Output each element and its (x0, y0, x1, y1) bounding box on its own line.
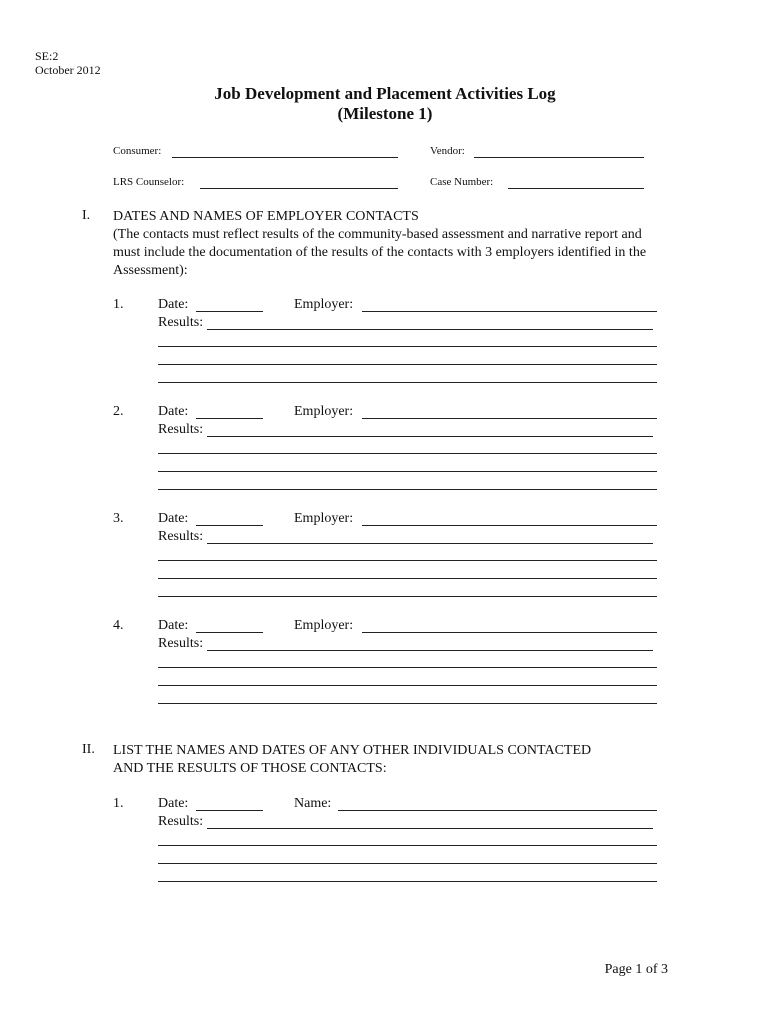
date-label: Date: (158, 404, 189, 419)
results-field[interactable] (207, 329, 653, 330)
page-subtitle: (Milestone 1) (337, 104, 433, 123)
results-line[interactable] (158, 881, 657, 882)
results-line[interactable] (158, 703, 657, 704)
consumer-label: Consumer: (113, 145, 162, 157)
employer-field[interactable] (362, 632, 657, 633)
date-field[interactable] (196, 632, 263, 633)
employer-field[interactable] (362, 311, 657, 312)
results-line[interactable] (158, 863, 657, 864)
name-label: Name: (294, 796, 332, 811)
case-number-field[interactable] (508, 188, 644, 189)
results-line[interactable] (158, 489, 657, 490)
entry-number: 3. (113, 511, 124, 526)
employer-field[interactable] (362, 418, 657, 419)
date-label: Date: (158, 297, 189, 312)
results-line[interactable] (158, 453, 657, 454)
results-label: Results: (158, 422, 204, 437)
results-line[interactable] (158, 578, 657, 579)
name-field[interactable] (338, 810, 657, 811)
consumer-field[interactable] (172, 157, 398, 158)
employer-label: Employer: (294, 404, 354, 419)
results-line[interactable] (158, 560, 657, 561)
entry-number: 4. (113, 618, 124, 633)
results-label: Results: (158, 814, 204, 829)
results-line[interactable] (158, 667, 657, 668)
section2-numeral: II. (82, 742, 95, 757)
results-line[interactable] (158, 471, 657, 472)
section1-instructions: (The contacts must reflect results of the community-based assessment and narrative report and must include the documentation of the results of the contacts with 3 employers identified in the Assessment): (113, 227, 647, 278)
employer-field[interactable] (362, 525, 657, 526)
date-field[interactable] (196, 810, 263, 811)
date-field[interactable] (196, 311, 263, 312)
date-label: Date: (158, 511, 189, 526)
entry-number: 1. (113, 796, 124, 811)
case-number-label: Case Number: (430, 176, 494, 188)
results-line[interactable] (158, 845, 657, 846)
date-field[interactable] (196, 418, 263, 419)
results-field[interactable] (207, 828, 653, 829)
date-field[interactable] (196, 525, 263, 526)
page-title: Job Development and Placement Activities Log (214, 84, 556, 103)
results-label: Results: (158, 636, 204, 651)
results-line[interactable] (158, 346, 657, 347)
employer-label: Employer: (294, 511, 354, 526)
counselor-label: LRS Counselor: (113, 176, 185, 188)
results-field[interactable] (207, 650, 653, 651)
results-field[interactable] (207, 543, 653, 544)
section2-heading-cont: AND THE RESULTS OF THOSE CONTACTS: (113, 761, 387, 776)
results-line[interactable] (158, 364, 657, 365)
section2-heading: LIST THE NAMES AND DATES OF ANY OTHER INDIVIDUALS CONTACTED (113, 743, 592, 758)
employer-label: Employer: (294, 297, 354, 312)
counselor-field[interactable] (200, 188, 398, 189)
page-number: Page 1 of 3 (604, 962, 668, 977)
vendor-label: Vendor: (430, 145, 465, 157)
section1-heading: DATES AND NAMES OF EMPLOYER CONTACTS (113, 209, 419, 224)
results-field[interactable] (207, 436, 653, 437)
employer-label: Employer: (294, 618, 354, 633)
date-label: Date: (158, 618, 189, 633)
section1-numeral: I. (82, 208, 91, 223)
form-code: SE:2 (35, 49, 59, 63)
vendor-field[interactable] (474, 157, 644, 158)
results-label: Results: (158, 529, 204, 544)
results-line[interactable] (158, 685, 657, 686)
entry-number: 1. (113, 297, 124, 312)
results-label: Results: (158, 315, 204, 330)
results-line[interactable] (158, 382, 657, 383)
date-label: Date: (158, 796, 189, 811)
form-date: October 2012 (35, 63, 101, 77)
entry-number: 2. (113, 404, 124, 419)
results-line[interactable] (158, 596, 657, 597)
